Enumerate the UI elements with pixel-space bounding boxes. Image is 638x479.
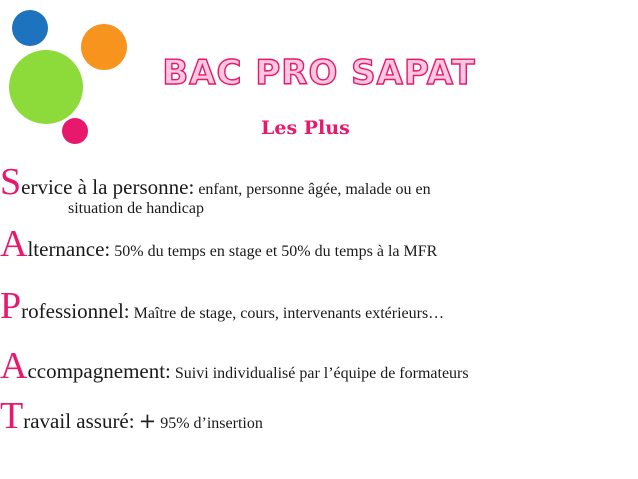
item-term: ervice à la personne: (21, 175, 195, 199)
item-initial: S (0, 161, 22, 203)
list-item-travail (0, 394, 263, 438)
list-item-accompagnement (0, 344, 469, 388)
item-initial: P (0, 285, 22, 327)
page-title: BAC PRO SAPAT (162, 53, 476, 93)
item-initial: T (0, 395, 24, 437)
item-description: 50% du temps en stage et 50% du temps à la MFR (114, 243, 438, 260)
plus-sign: + (138, 409, 157, 433)
list-item-professionnel (0, 284, 444, 328)
list-item-alternance (0, 222, 437, 266)
item-initial: A (0, 345, 28, 387)
item-term: ravail assuré: (23, 409, 135, 433)
item-term: rofessionnel: (21, 299, 130, 323)
decorative-circle-pink (62, 118, 88, 144)
item-initial: A (0, 223, 28, 265)
item-description: Suivi individualisé par l’équipe de formateurs (174, 365, 469, 382)
item-description: 95% d’insertion (160, 415, 263, 432)
item-description-continued: situation de handicap (68, 200, 204, 217)
decorative-circle-blue (12, 10, 48, 46)
item-description: enfant, personne âgée, malade ou en (198, 181, 431, 198)
item-term: ccompagnement: (27, 359, 171, 383)
item-term: lternance: (27, 237, 111, 261)
item-description: Maître de stage, cours, intervenants extérieurs… (133, 305, 445, 322)
page-subtitle: Les Plus (261, 117, 350, 139)
list-item-service (0, 160, 431, 204)
